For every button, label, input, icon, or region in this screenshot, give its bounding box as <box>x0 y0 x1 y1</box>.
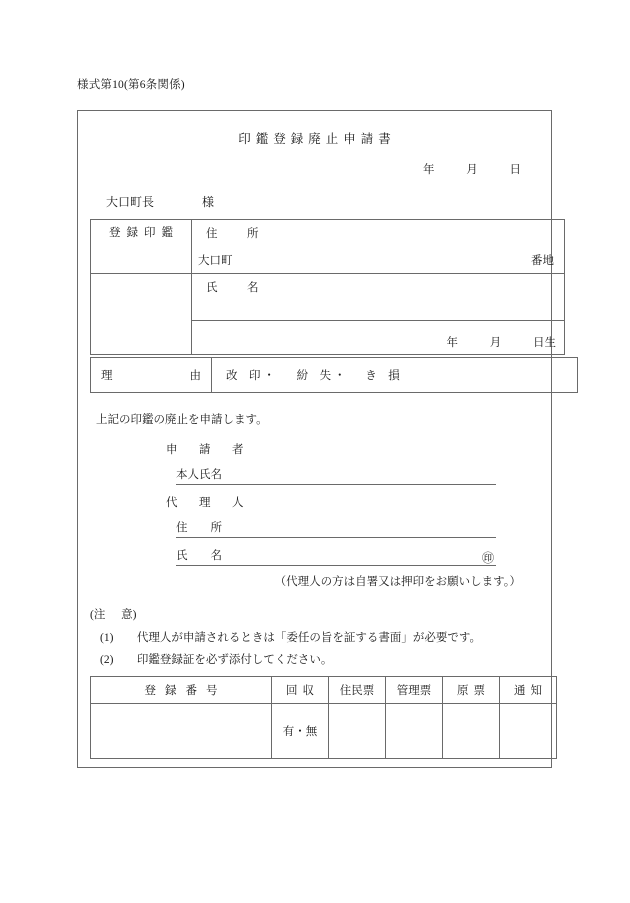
birth-year-label: 年 <box>446 337 458 349</box>
birth-month-label: 月 <box>489 337 502 349</box>
address-label: 住 所 <box>206 228 268 240</box>
seal-impression-box[interactable] <box>91 274 192 355</box>
page-title: 印鑑登録廃止申請書 <box>238 132 396 146</box>
birth-day-label: 日生 <box>533 337 556 349</box>
seal-stamp-icon[interactable]: ㊞ <box>481 551 494 565</box>
admin-header-resident-record: 住民票 <box>329 677 386 704</box>
date-day-label: 日 <box>509 164 521 176</box>
admin-header-notification: 通知 <box>500 677 557 704</box>
date-year-label: 年 <box>423 164 435 176</box>
notes-heading <box>90 606 136 622</box>
note-item-1 <box>100 629 481 645</box>
admin-table-header-row <box>91 677 557 704</box>
address-banchi-suffix: 番地 <box>531 255 554 267</box>
reason-separator-2: ・ <box>334 370 346 382</box>
reason-option-kison[interactable]: き 損 <box>365 370 400 382</box>
admin-header-management-record: 管理票 <box>386 677 443 704</box>
applicant-name-field[interactable] <box>176 466 496 485</box>
admin-header-original-record: 原票 <box>443 677 500 704</box>
declaration-text: 上記の印鑑の廃止を申請します。 <box>96 414 268 426</box>
admin-cell-notification[interactable] <box>500 704 557 759</box>
proxy-address-label: 住 所 <box>176 522 222 534</box>
reason-label-right: 由 <box>189 370 201 382</box>
note-1-number: (1) <box>100 632 114 644</box>
note-2-number: (2) <box>100 654 114 666</box>
addressee-honorific: 様 <box>202 195 215 209</box>
proxy-address-field[interactable] <box>176 519 496 538</box>
admin-cell-original-record[interactable] <box>443 704 500 759</box>
proxy-name-field[interactable] <box>176 547 496 566</box>
admin-cell-resident-record[interactable] <box>329 704 386 759</box>
birthdate-cell[interactable] <box>192 321 565 355</box>
admin-cell-management-record[interactable] <box>386 704 443 759</box>
name-cell[interactable] <box>192 274 565 321</box>
applicant-name-label: 本人氏名 <box>176 469 222 481</box>
reason-options-cell[interactable] <box>212 358 578 393</box>
proxy-signature-note: （代理人の方は自署又は押印をお願いします。） <box>274 576 521 588</box>
form-number: 様式第10(第6条関係) <box>77 79 185 91</box>
notes-heading-open: (注 <box>90 609 106 621</box>
reason-label-cell <box>91 358 212 393</box>
reason-label-left: 理 <box>101 370 113 382</box>
note-1-text: 代理人が申請されるときは「委任の旨を証する書面」が必要です。 <box>136 632 481 644</box>
admin-cell-registration-number[interactable] <box>91 704 272 759</box>
proxy-name-label: 氏 名 <box>176 550 222 562</box>
proxy-heading: 代 理 人 <box>166 497 249 509</box>
submission-date-line <box>423 161 521 177</box>
admin-header-collection: 回収 <box>272 677 329 704</box>
admin-header-registration-number: 登録番号 <box>91 677 272 704</box>
address-cell[interactable] <box>192 220 565 274</box>
date-month-label: 月 <box>466 164 478 176</box>
registration-table <box>90 219 565 355</box>
note-2-text: 印鑑登録証を必ず添付してください。 <box>136 654 333 666</box>
reason-option-funshitsu[interactable]: 紛 失 <box>296 370 332 382</box>
registered-seal-label: 登録印鑑 <box>91 220 192 274</box>
admin-table <box>90 676 557 759</box>
addressee <box>106 193 214 210</box>
reason-table <box>90 357 578 393</box>
notes-heading-close: 意) <box>121 609 137 621</box>
admin-table-row <box>91 704 557 759</box>
note-item-2 <box>100 651 332 667</box>
address-town-prefix: 大口町 <box>198 255 233 267</box>
name-label: 氏 名 <box>206 282 268 294</box>
form-frame <box>77 110 556 768</box>
reason-option-kaiin[interactable]: 改 印 <box>226 370 261 382</box>
birthdate-line <box>447 334 557 350</box>
applicant-heading: 申 請 者 <box>166 444 249 456</box>
reason-separator-1: ・ <box>263 370 275 382</box>
addressee-office: 大口町長 <box>106 195 155 209</box>
admin-cell-collection[interactable]: 有・無 <box>272 704 329 759</box>
